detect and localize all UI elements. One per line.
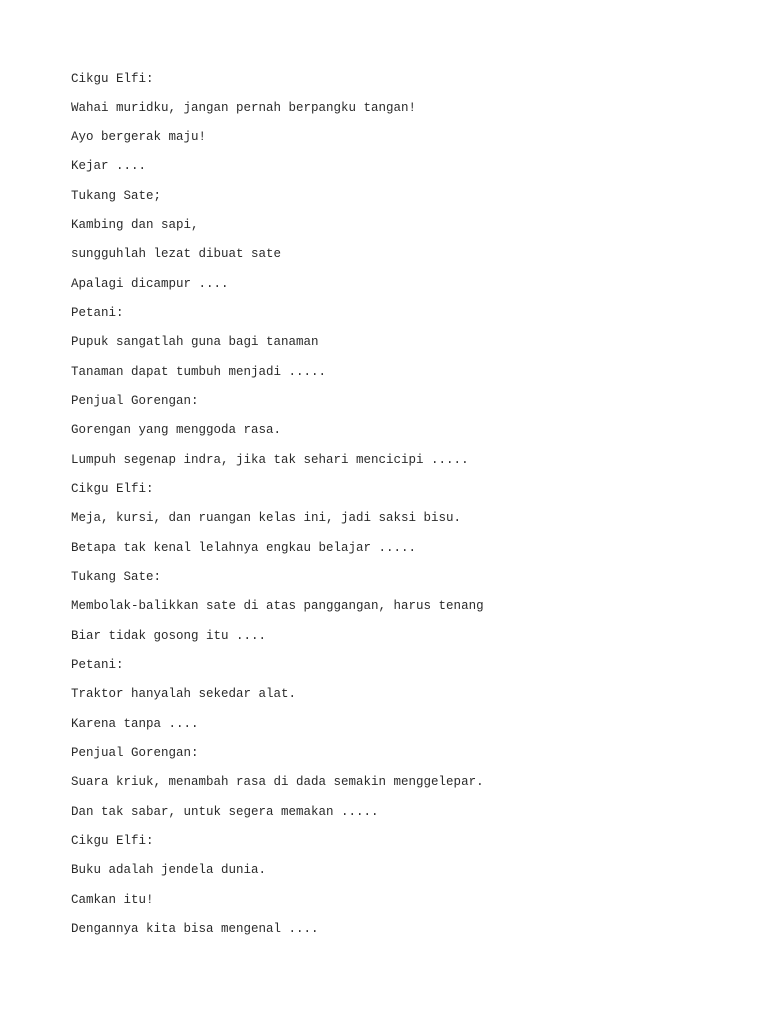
text-line: Penjual Gorengan: — [71, 746, 199, 761]
text-line: Petani: — [71, 306, 124, 321]
text-line: Traktor hanyalah sekedar alat. — [71, 687, 297, 702]
text-line: Kambing dan sapi, — [71, 218, 199, 233]
text-line: Membolak-balikkan sate di atas panggangan, harus tenang — [71, 599, 484, 614]
text-line: Suara kriuk, menambah rasa di dada semakin menggelepar. — [71, 775, 484, 790]
text-line: Kejar .... — [71, 159, 147, 174]
text-line: Dan tak sabar, untuk segera memakan ..... — [71, 804, 379, 819]
text-line: Dengannya kita bisa mengenal .... — [71, 922, 319, 937]
text-line: Karena tanpa .... — [71, 716, 199, 731]
text-line: Buku adalah jendela dunia. — [71, 863, 267, 878]
text-line: Penjual Gorengan: — [71, 394, 199, 409]
text-line: Meja, kursi, dan ruangan kelas ini, jadi saksi bisu. — [71, 511, 462, 526]
text-line: sungguhlah lezat dibuat sate — [71, 247, 282, 262]
text-line: Biar tidak gosong itu .... — [71, 628, 267, 643]
text-line: Cikgu Elfi: — [71, 482, 154, 497]
document-body — [71, 65, 484, 945]
text-line: Tukang Sate; — [71, 188, 162, 203]
text-line: Pupuk sangatlah guna bagi tanaman — [71, 335, 319, 350]
text-line: Petani: — [71, 658, 124, 673]
text-line: Tanaman dapat tumbuh menjadi ..... — [71, 364, 327, 379]
text-line: Wahai muridku, jangan pernah berpangku tangan! — [71, 100, 417, 115]
text-line: Apalagi dicampur .... — [71, 276, 229, 291]
text-line: Gorengan yang menggoda rasa. — [71, 423, 282, 438]
text-line: Cikgu Elfi: — [71, 834, 154, 849]
text-line: Camkan itu! — [71, 892, 154, 907]
text-line: Lumpuh segenap indra, jika tak sehari mencicipi ..... — [71, 452, 469, 467]
text-line: Cikgu Elfi: — [71, 71, 154, 86]
text-line: Tukang Sate: — [71, 570, 162, 585]
text-line: Betapa tak kenal lelahnya engkau belajar ..... — [71, 540, 417, 555]
text-line: Ayo bergerak maju! — [71, 130, 207, 145]
